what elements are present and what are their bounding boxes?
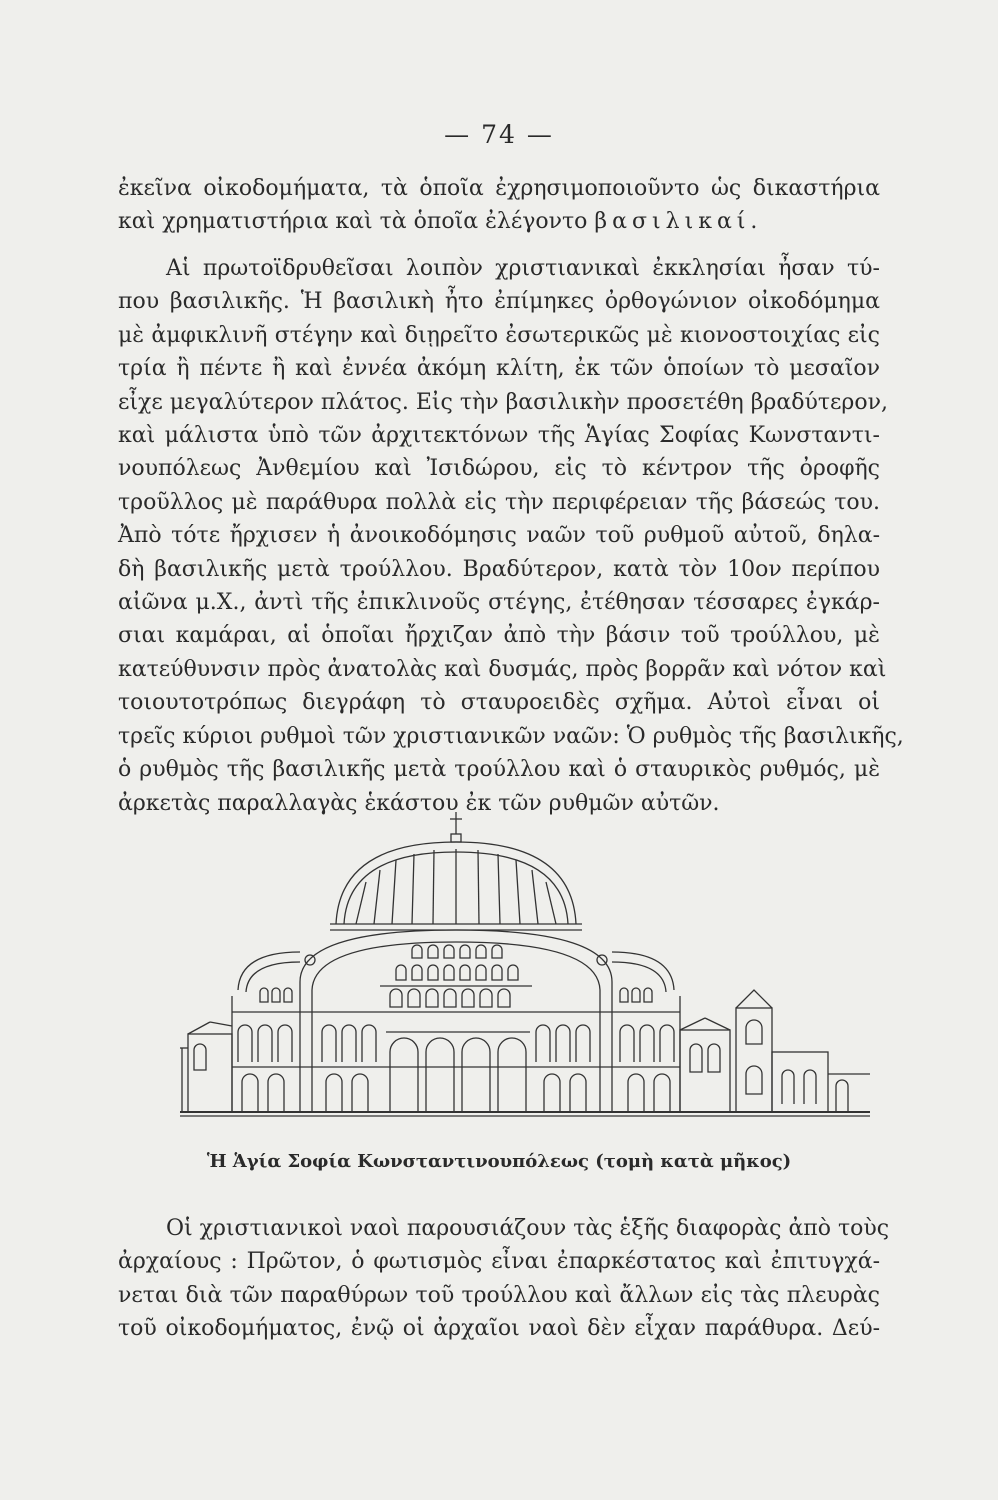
text-line: τρία ἢ πέντε ἢ καὶ ἐννέα ἀκόμη κλίτη, ἐκ τῶν ὁποίων τὸ μεσαῖον	[118, 356, 880, 382]
paragraph-3	[118, 1212, 890, 1346]
paragraph-1	[118, 172, 880, 239]
text-line: κατεύθυνσιν πρὸς ἀνατολὰς καὶ δυσμάς, πρὸς βορρᾶν καὶ νότον καὶ	[118, 656, 887, 682]
text-line: εἶχε μεγαλύτερον πλάτος. Εἰς τὴν βασιλικὴν προσετέθη βραδύτερον,	[118, 389, 888, 415]
text-line: ἀρχαίους : Πρῶτον, ὁ φωτισμὸς εἶναι ἐπαρκέστατος καὶ ἐπιτυγχά-	[118, 1249, 880, 1275]
text-line: Ἀπὸ τότε ἤρχισεν ἡ ἀνοικοδόμησις ναῶν τοῦ ρυθμοῦ αὐτοῦ, δηλα-	[118, 523, 880, 549]
text-line: ἀρκετὰς παραλλαγὰς ἑκάστου ἐκ τῶν ρυθμῶν αὐτῶν.	[118, 790, 720, 816]
text-line: ἐκεῖνα οἰκοδομήματα, τὰ ὁποῖα ἐχρησιμοποιοῦντο ὡς δικαστήρια	[118, 176, 880, 201]
text-line: δὴ βασιλικῆς μετὰ τρούλλου. Βραδύτερον, κατὰ τὸν 10ον περίπου	[118, 556, 880, 582]
text-line: Αἱ πρωτοϊδρυθεῖσαι λοιπὸν χριστιανικαὶ ἐκκλησίαι ἦσαν τύ-	[166, 256, 880, 281]
text-line: νουπόλεως Ἀνθεμίου καὶ Ἰσιδώρου, εἰς τὸ κέντρον τῆς ὀροφῆς	[118, 456, 880, 482]
text-line-prefix: καὶ χρηματιστήρια καὶ τὰ ὁποῖα ἐλέγοντο	[118, 209, 595, 235]
emphasized-term: βασιλικαί.	[594, 209, 763, 235]
bell-tower	[736, 990, 772, 1112]
text-line: τρεῖς κύριοι ρυθμοὶ τῶν χριστιανικῶν ναῶν: Ὁ ρυθμὸς τῆς βασιλικῆς,	[118, 723, 904, 749]
tympanum-windows	[380, 945, 532, 1007]
gallery-arcades	[232, 1025, 680, 1112]
text-line	[118, 205, 880, 238]
text-line: Οἱ χριστιανικοὶ ναοὶ παρουσιάζουν τὰς ἑξῆς διαφορὰς ἀπὸ τοὺς	[166, 1216, 890, 1241]
hagia-sophia-illustration	[180, 812, 870, 1147]
figure-caption: Ἡ Ἁγία Σοφία Κωνσταντινουπόλεως (τομὴ κατὰ μῆκος)	[206, 1151, 792, 1172]
text-line: τοῦ οἰκοδομήματος, ἐνῷ οἱ ἀρχαῖοι ναοὶ δὲν εἶχαν παράθυρα. Δεύ-	[118, 1316, 880, 1342]
text-line: αἰῶνα μ.Χ., ἀντὶ τῆς ἐπικλινοῦς στέγης, ἐτέθησαν τέσσαρες ἐγκάρ-	[118, 590, 880, 616]
text-line: που βασιλικῆς. Ἡ βασιλικὴ ἦτο ἐπίμηκες ὀρθογώνιον οἰκοδόμημα	[118, 289, 880, 315]
text-line: σιαι καμάραι, αἱ ὁποῖαι ἤρχιζαν ἀπὸ τὴν βάσιν τοῦ τρούλλου, μὲ	[118, 623, 880, 649]
text-line: νεται διὰ τῶν παραθύρων τοῦ τρούλλου καὶ ἄλλων εἰς τὰς πλευρὰς	[118, 1282, 880, 1308]
paragraph-2	[118, 252, 904, 820]
cross-icon	[450, 812, 462, 834]
main-dome	[330, 842, 582, 930]
text-line: καὶ μάλιστα ὑπὸ τῶν ἀρχιτεκτόνων τῆς Ἁγίας Σοφίας Κωνσταντι-	[118, 423, 880, 449]
text-line: ὁ ρυθμὸς τῆς βασιλικῆς μετὰ τρούλλου καὶ ὁ σταυρικὸς ρυθμός, μὲ	[118, 757, 880, 783]
page-number: — 74 —	[444, 120, 554, 149]
text-line: μὲ ἀμφικλινῆ στέγην καὶ διῃρεῖτο ἐσωτερικῶς μὲ κιονοστοιχίας εἰς	[118, 322, 880, 348]
text-line: τροῦλλος μὲ παράθυρα πολλὰ εἰς τὴν περιφέρειαν τῆς βάσεώς του.	[118, 489, 880, 515]
text-line: τοιουτοτρόπως διεγράφη τὸ σταυροειδὲς σχῆμα. Αὐτοὶ εἶναι οἱ	[118, 690, 880, 716]
